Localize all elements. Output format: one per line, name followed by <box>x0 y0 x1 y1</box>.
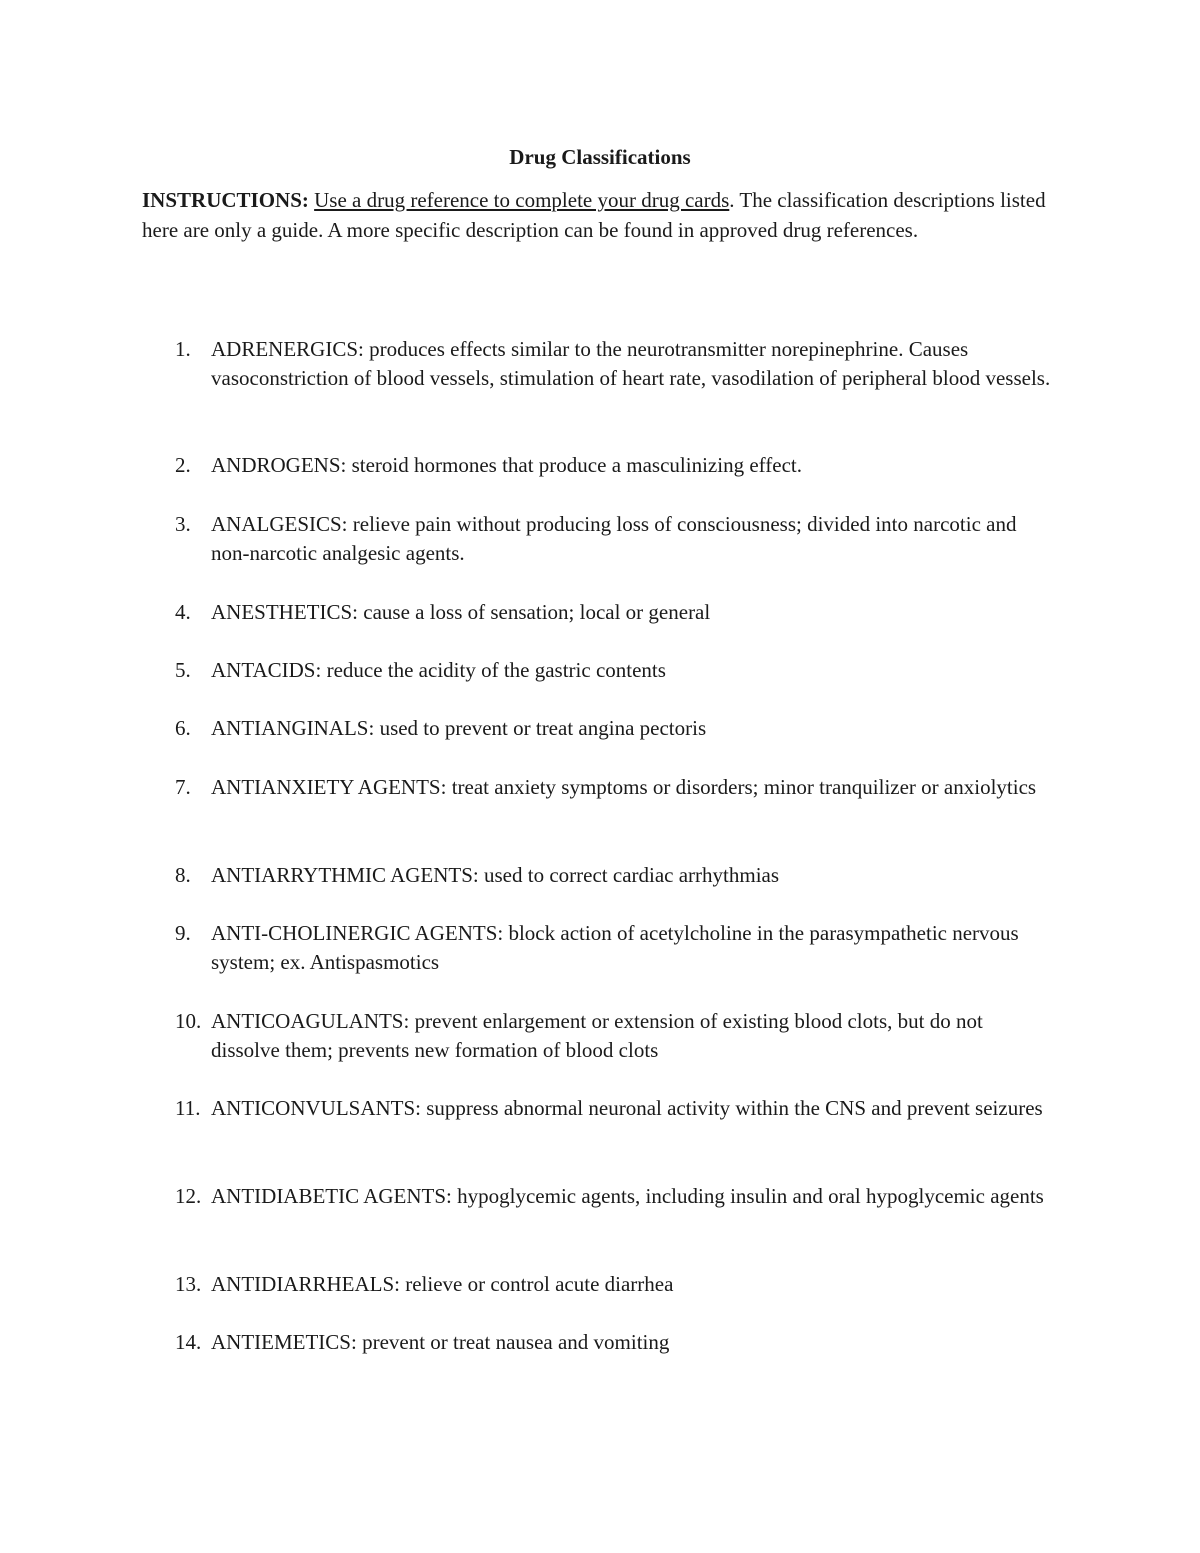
item-number: 13. <box>175 1272 202 1296</box>
item-text: ANALGESICS: relieve pain without producing loss of consciousness; divided into narcotic and non-narcotic analgesic agents. <box>211 512 1017 565</box>
item-number: 8. <box>175 863 191 887</box>
item-text: ANTIANGINALS: used to prevent or treat angina pectoris <box>211 716 707 740</box>
item-text: ANESTHETICS: cause a loss of sensation; local or general <box>211 600 711 624</box>
item-text: ANTIDIABETIC AGENTS: hypoglycemic agents, including insulin and oral hypoglycemic agents <box>211 1184 1044 1208</box>
item-number: 11. <box>175 1096 201 1120</box>
instructions-paragraph <box>142 186 1062 245</box>
item-text: ANTIARRYTHMIC AGENTS: used to correct cardiac arrhythmias <box>211 863 780 887</box>
item-text: ANTACIDS: reduce the acidity of the gastric contents <box>211 658 666 682</box>
item-number: 7. <box>175 775 191 799</box>
item-number: 3. <box>175 512 191 536</box>
item-number: 1. <box>175 337 191 361</box>
item-text: ANTICONVULSANTS: suppress abnormal neuronal activity within the CNS and prevent seizures <box>211 1096 1043 1120</box>
item-number: 14. <box>175 1330 202 1354</box>
item-text: ANTIANXIETY AGENTS: treat anxiety symptoms or disorders; minor tranquilizer or anxiolytics <box>211 775 1037 799</box>
item-number: 9. <box>175 921 191 945</box>
item-text: ANDROGENS: steroid hormones that produce a masculinizing effect. <box>211 453 802 477</box>
instructions-body: . The classification descriptions listed here are only a guide. A more specific description can be found in approved drug references. <box>142 188 1046 242</box>
page-title: Drug Classifications <box>509 145 691 169</box>
item-number: 4. <box>175 600 191 624</box>
item-number: 12. <box>175 1184 202 1208</box>
item-text: ANTI-CHOLINERGIC AGENTS: block action of acetylcholine in the parasympathetic nervous system; ex. Antispasmotics <box>211 921 1019 974</box>
item-number: 5. <box>175 658 191 682</box>
item-text: ANTIEMETICS: prevent or treat nausea and vomiting <box>211 1330 670 1354</box>
instructions-reference: Use a drug reference to complete your drug cards <box>314 188 730 212</box>
item-text: ANTICOAGULANTS: prevent enlargement or extension of existing blood clots, but do not dissolve them; prevents new formation of blood clots <box>211 1009 983 1062</box>
item-text: ANTIDIARRHEALS: relieve or control acute diarrhea <box>211 1272 674 1296</box>
item-number: 2. <box>175 453 191 477</box>
item-number: 6. <box>175 716 191 740</box>
instructions-label: INSTRUCTIONS: <box>142 188 309 212</box>
item-text: ADRENERGICS: produces effects similar to the neurotransmitter norepinephrine. Causes vasoconstriction of blood vessels, stimulation of heart rate, vasodilation of peripheral blood vessels. <box>211 337 1051 390</box>
item-number: 10. <box>175 1009 202 1033</box>
